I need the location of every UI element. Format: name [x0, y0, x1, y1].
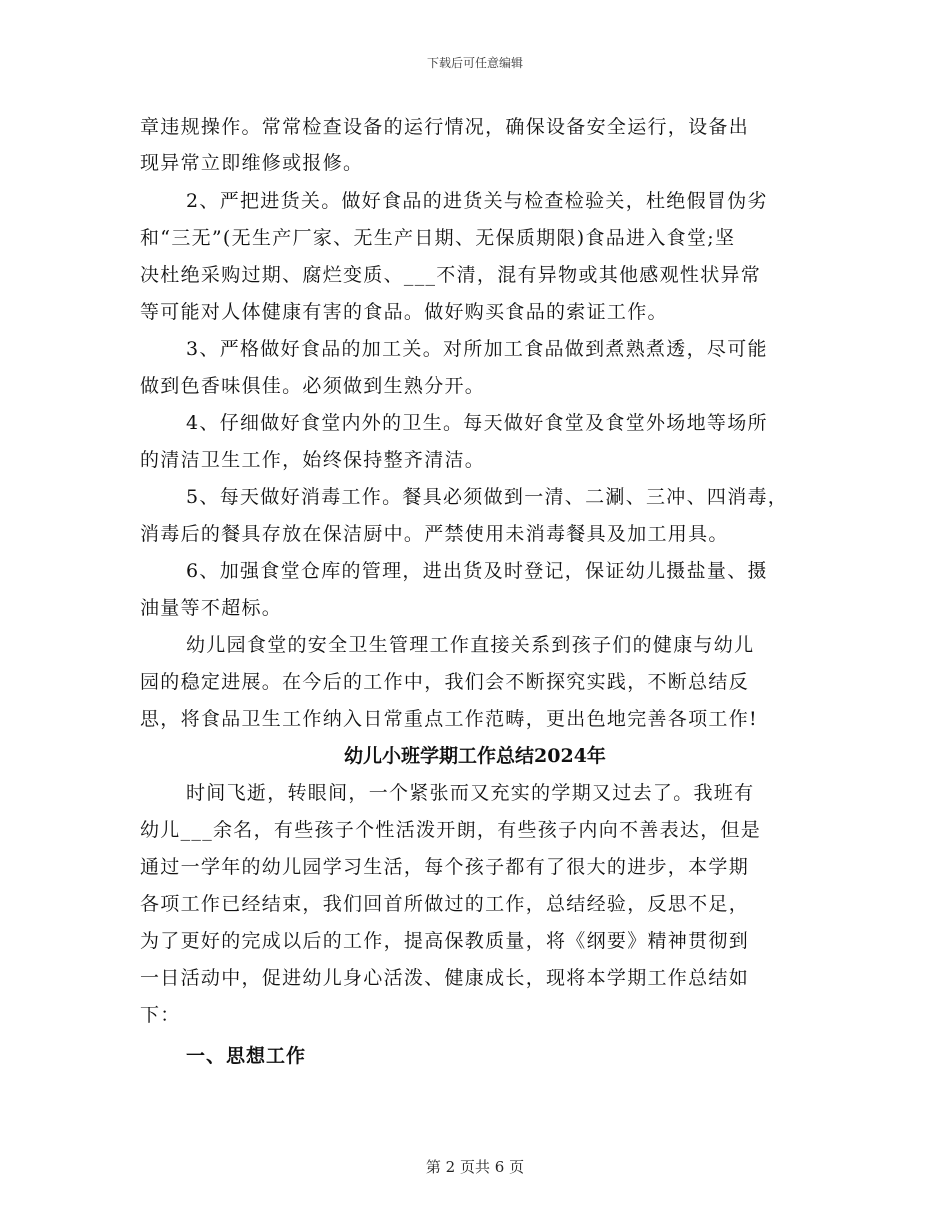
- text-line: 一日活动中，促进幼儿身心活泼、健康成长，现将本学期工作总结如: [140, 967, 750, 989]
- text-line: 幼儿园食堂的安全卫生管理工作直接关系到孩子们的健康与幼儿: [186, 634, 755, 656]
- text-line: 通过一学年的幼儿园学习生活，每个孩子都有了很大的进步，本学期: [140, 856, 750, 878]
- text-line: 6、加强食堂仓库的管理，进出货及时登记，保证幼儿摄盐量、摄: [186, 560, 768, 582]
- text-line: 和“三无”(无生产厂家、无生产日期、无保质期限)食品进入食堂;坚: [140, 227, 736, 249]
- text-line: 思，将食品卫生工作纳入日常重点工作范畴，更出色地完善各项工作!: [140, 708, 758, 730]
- text-line: 幼儿___余名，有些孩子个性活泼开朗，有些孩子内向不善表达，但是: [140, 819, 762, 841]
- page-header: 下载后可任意编辑: [426, 56, 523, 70]
- text-line: 时间飞逝，转眼间，一个紧张而又充实的学期又过去了。我班有: [186, 782, 755, 804]
- text-line: 等可能对人体健康有害的食品。做好购买食品的索证工作。: [140, 301, 668, 323]
- text-line: 5、每天做好消毒工作。餐具必须做到一清、二涮、三冲、四消毒，: [186, 486, 789, 508]
- text-line: 园的稳定进展。在今后的工作中，我们会不断探究实践，不断总结反: [140, 671, 750, 693]
- text-line: 各项工作已经结束，我们回首所做过的工作，总结经验，反思不足，: [140, 893, 750, 915]
- page-footer: 第 2 页共 6 页: [425, 1158, 525, 1176]
- text-line: 的清洁卫生工作，始终保持整齐清洁。: [140, 449, 486, 471]
- text-line: 做到色香味俱佳。必须做到生熟分开。: [140, 375, 486, 397]
- text-line: 下：: [140, 1004, 181, 1026]
- text-line: 油量等不超标。: [140, 597, 283, 619]
- text-line: 2、严把进货关。做好食品的进货关与检查检验关，杜绝假冒伪劣: [186, 190, 768, 212]
- text-line: 为了更好的完成以后的工作，提高保教质量，将《纲要》精神贯彻到: [140, 930, 750, 952]
- text-line: 3、严格做好食品的加工关。对所加工食品做到煮熟煮透，尽可能: [186, 338, 768, 360]
- text-line: 4、仔细做好食堂内外的卫生。每天做好食堂及食堂外场地等场所: [186, 412, 768, 434]
- section-title: 幼儿小班学期工作总结2024年: [344, 745, 606, 767]
- text-line: 决杜绝采购过期、腐烂变质、___不清，混有异物或其他感观性状异常: [140, 264, 762, 286]
- text-line: 章违规操作。常常检查设备的运行情况，确保设备安全运行，设备出: [140, 116, 750, 138]
- subsection-heading: 一、思想工作: [186, 1045, 307, 1067]
- text-line: 消毒后的餐具存放在保洁厨中。严禁使用未消毒餐具及加工用具。: [140, 523, 729, 545]
- text-line: 现异常立即维修或报修。: [140, 152, 364, 174]
